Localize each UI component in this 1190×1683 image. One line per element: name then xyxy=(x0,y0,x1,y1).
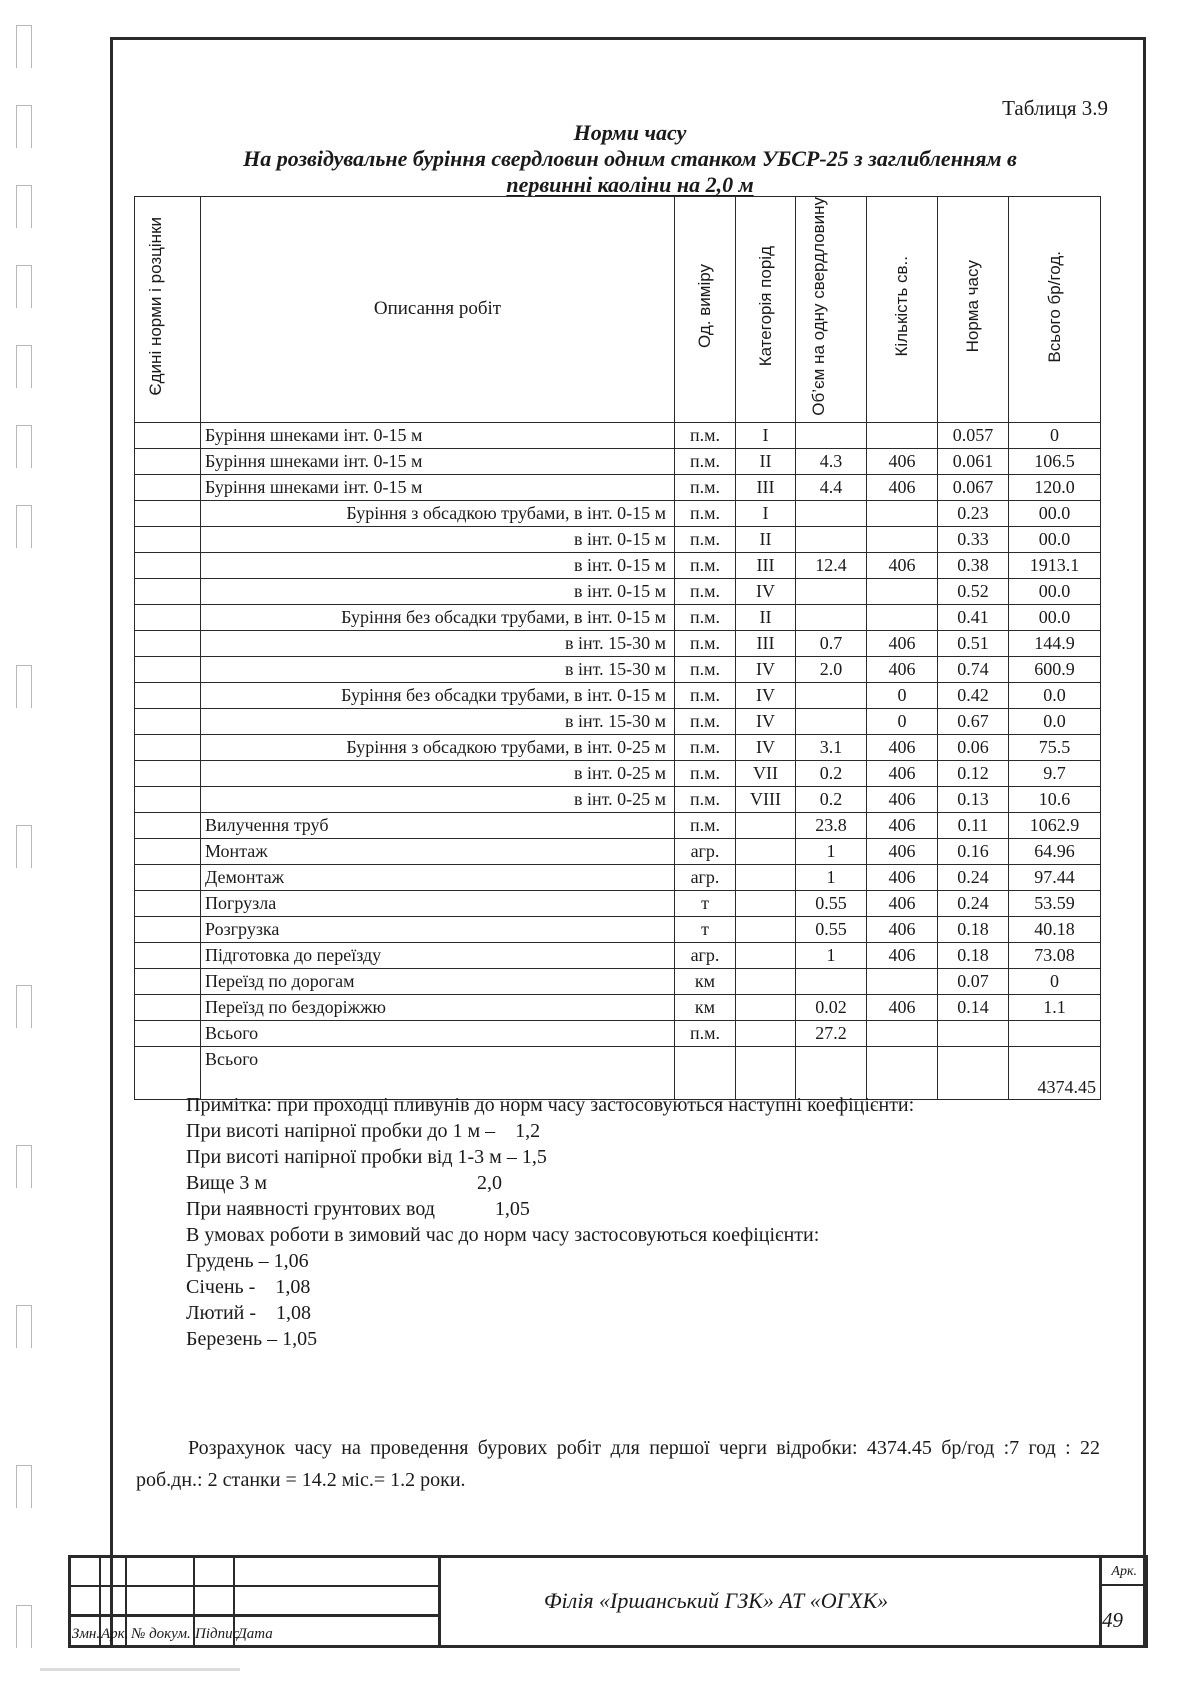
unit-norms-cell xyxy=(135,630,201,656)
description-cell: Підготовка до переїзду xyxy=(201,942,675,968)
binding-mark xyxy=(16,1605,32,1648)
binding-mark xyxy=(16,825,32,868)
category-cell: IV xyxy=(736,578,796,604)
total-hours-cell: 9.7 xyxy=(1009,760,1101,786)
volume-cell: 1 xyxy=(796,942,867,968)
binding-mark xyxy=(16,505,32,548)
category-cell xyxy=(736,838,796,864)
description-cell: Погрузла xyxy=(201,890,675,916)
wells-count-cell xyxy=(867,604,938,630)
total-hours-cell: 00.0 xyxy=(1009,604,1101,630)
binding-mark xyxy=(16,105,32,148)
header-rock-category: Категорія порід xyxy=(736,197,796,423)
unit-norms-cell xyxy=(135,552,201,578)
unit-norms-cell xyxy=(135,838,201,864)
unit-cell: п.м. xyxy=(675,500,736,526)
unit-norms-cell xyxy=(135,474,201,500)
volume-cell: 27.2 xyxy=(796,1020,867,1046)
table-row xyxy=(135,578,1101,604)
category-cell xyxy=(736,1020,796,1046)
volume-cell: 0.55 xyxy=(796,916,867,942)
time-norm-cell: 0.67 xyxy=(938,708,1009,734)
header-unit: Од. виміру xyxy=(675,197,736,423)
description-cell: в інт. 15-30 м xyxy=(201,656,675,682)
stamp-label-date: Дата xyxy=(237,1626,273,1642)
wells-count-cell: 0 xyxy=(867,708,938,734)
volume-cell: 0.2 xyxy=(796,786,867,812)
volume-cell: 4.3 xyxy=(796,448,867,474)
unit-norms-cell xyxy=(135,526,201,552)
total-hours-cell: 75.5 xyxy=(1009,734,1101,760)
category-cell xyxy=(736,864,796,890)
table-row xyxy=(135,526,1101,552)
total-hours-cell: 0.0 xyxy=(1009,682,1101,708)
total-hours-cell: 0 xyxy=(1009,968,1101,994)
total-hours-cell: 97.44 xyxy=(1009,864,1101,890)
unit-cell: п.м. xyxy=(675,734,736,760)
unit-norms-cell xyxy=(135,942,201,968)
table-number: Таблиця 3.9 xyxy=(1002,96,1108,120)
table-row xyxy=(135,786,1101,812)
table-row xyxy=(135,708,1101,734)
volume-cell xyxy=(796,968,867,994)
unit-norms-cell xyxy=(135,864,201,890)
table-row xyxy=(135,630,1101,656)
unit-cell: т xyxy=(675,916,736,942)
wells-count-cell: 406 xyxy=(867,734,938,760)
time-norm-cell: 0.061 xyxy=(938,448,1009,474)
total-hours-cell: 00.0 xyxy=(1009,578,1101,604)
time-norms-table xyxy=(134,196,1101,1100)
description-cell: Демонтаж xyxy=(201,864,675,890)
time-norm-cell xyxy=(938,1020,1009,1046)
category-cell: VIII xyxy=(736,786,796,812)
table-title: Норми часу xyxy=(573,120,687,145)
description-cell: в інт. 0-15 м xyxy=(201,578,675,604)
category-cell: III xyxy=(736,630,796,656)
unit-cell: п.м. xyxy=(675,526,736,552)
description-cell: в інт. 0-25 м xyxy=(201,786,675,812)
description-cell: Переїзд по дорогам xyxy=(201,968,675,994)
wells-count-cell xyxy=(867,578,938,604)
category-cell: IV xyxy=(736,682,796,708)
wells-count-cell: 406 xyxy=(867,760,938,786)
wells-count-cell: 406 xyxy=(867,864,938,890)
time-norm-cell: 0.51 xyxy=(938,630,1009,656)
calculation-paragraph: Розрахунок часу на проведення бурових робіт для першої черги відробки: 4374.45 бр/год :7 год : 22 роб.дн.: 2 станки = 14.2 міс.= 1.2 роки. xyxy=(136,1437,1100,1491)
time-norm-cell: 0.18 xyxy=(938,916,1009,942)
unit-norms-cell xyxy=(135,422,201,448)
table-row xyxy=(135,968,1101,994)
wells-count-cell xyxy=(867,422,938,448)
description-cell: Буріння з обсадкою трубами, в інт. 0-25 м xyxy=(201,734,675,760)
note-line: Примітка: при проходці пливунів до норм часу застосовуються наступні коефіцієнти: xyxy=(186,1094,915,1116)
unit-norms-cell xyxy=(135,890,201,916)
wells-count-cell: 406 xyxy=(867,916,938,942)
note-line: При наявності грунтових вод 1,05 xyxy=(186,1198,530,1220)
category-cell xyxy=(736,890,796,916)
unit-cell: п.м. xyxy=(675,656,736,682)
category-cell xyxy=(736,916,796,942)
category-cell xyxy=(736,994,796,1020)
table-row xyxy=(135,864,1101,890)
category-cell: IV xyxy=(736,708,796,734)
organization-name: Філія «Іршанський ГЗК» АТ «ОГХК» xyxy=(543,1588,889,1613)
total-hours-cell: 00.0 xyxy=(1009,526,1101,552)
category-cell: IV xyxy=(736,656,796,682)
time-norm-cell: 0.16 xyxy=(938,838,1009,864)
unit-cell: п.м. xyxy=(675,630,736,656)
note-line: При висоті напірної пробки до 1 м – 1,2 xyxy=(186,1120,541,1142)
sheet-label: Арк. xyxy=(1111,1564,1137,1579)
unit-norms-cell xyxy=(135,994,201,1020)
wells-count-cell: 406 xyxy=(867,812,938,838)
time-norm-cell: 0.14 xyxy=(938,994,1009,1020)
binding-marks xyxy=(8,10,38,1670)
category-cell: IV xyxy=(736,734,796,760)
unit-cell: п.м. xyxy=(675,786,736,812)
unit-norms-cell xyxy=(135,604,201,630)
unit-cell: агр. xyxy=(675,942,736,968)
table-header-row xyxy=(135,197,1101,423)
category-cell: II xyxy=(736,448,796,474)
table-row xyxy=(135,682,1101,708)
total-hours-cell: 0 xyxy=(1009,422,1101,448)
unit-cell: п.м. xyxy=(675,812,736,838)
description-cell: Буріння шнеками інт. 0-15 м xyxy=(201,448,675,474)
unit-cell: п.м. xyxy=(675,1020,736,1046)
header-volume-per-well: Об’єм на одну свердловину xyxy=(796,197,867,423)
unit-norms-cell xyxy=(135,1020,201,1046)
total-hours-cell: 00.0 xyxy=(1009,500,1101,526)
volume-cell xyxy=(796,500,867,526)
binding-mark xyxy=(16,185,32,228)
binding-mark xyxy=(16,345,32,388)
category-cell xyxy=(736,812,796,838)
volume-cell: 0.02 xyxy=(796,994,867,1020)
table-row xyxy=(135,448,1101,474)
binding-mark xyxy=(16,1305,32,1348)
wells-count-cell: 406 xyxy=(867,552,938,578)
description-cell: Всього xyxy=(201,1020,675,1046)
wells-count-cell: 0 xyxy=(867,682,938,708)
unit-norms-cell xyxy=(135,578,201,604)
unit-norms-cell xyxy=(135,916,201,942)
total-hours-cell: 64.96 xyxy=(1009,838,1101,864)
description-cell: Розгрузка xyxy=(201,916,675,942)
volume-cell: 23.8 xyxy=(796,812,867,838)
description-cell: в інт. 15-30 м xyxy=(201,630,675,656)
time-norm-cell: 0.24 xyxy=(938,890,1009,916)
table-row xyxy=(135,994,1101,1020)
category-cell xyxy=(736,968,796,994)
description-cell: Буріння без обсадки трубами, в інт. 0-15 м xyxy=(201,604,675,630)
description-cell: в інт. 0-25 м xyxy=(201,760,675,786)
table-row xyxy=(135,734,1101,760)
stamp-left-grid xyxy=(71,1558,441,1646)
unit-norms-cell xyxy=(135,682,201,708)
category-cell: II xyxy=(736,604,796,630)
time-norm-cell: 0.06 xyxy=(938,734,1009,760)
table-subtitle: На розвідувальне буріння свердловин одним станком УБСР-25 з заглибленням в xyxy=(243,146,1017,171)
time-norm-cell: 0.52 xyxy=(938,578,1009,604)
note-line: Вище 3 м 2,0 xyxy=(186,1172,502,1194)
wells-count-cell xyxy=(867,968,938,994)
stamp-label-change: Змн. xyxy=(71,1626,101,1642)
time-norm-cell: 0.38 xyxy=(938,552,1009,578)
total-hours-cell xyxy=(1009,1020,1101,1046)
wells-count-cell: 406 xyxy=(867,786,938,812)
volume-cell: 0.2 xyxy=(796,760,867,786)
time-norm-cell: 0.33 xyxy=(938,526,1009,552)
unit-cell: п.м. xyxy=(675,708,736,734)
volume-cell xyxy=(796,526,867,552)
volume-cell xyxy=(796,708,867,734)
unit-cell: п.м. xyxy=(675,422,736,448)
total-hours-cell: 120.0 xyxy=(1009,474,1101,500)
category-cell: II xyxy=(736,526,796,552)
total-hours-cell: 40.18 xyxy=(1009,916,1101,942)
time-norm-cell: 0.067 xyxy=(938,474,1009,500)
table-row xyxy=(135,474,1101,500)
wells-count-cell xyxy=(867,1020,938,1046)
note-line: Грудень – 1,06 xyxy=(186,1250,309,1272)
table-row xyxy=(135,890,1101,916)
volume-cell: 1 xyxy=(796,838,867,864)
category-cell: III xyxy=(736,552,796,578)
table-row xyxy=(135,552,1101,578)
volume-cell xyxy=(796,604,867,630)
stamp-label-signature: Підпис xyxy=(195,1626,240,1642)
description-cell: Буріння шнеками інт. 0-15 м xyxy=(201,474,675,500)
category-cell: I xyxy=(736,500,796,526)
total-hours-cell: 1062.9 xyxy=(1009,812,1101,838)
notes-block xyxy=(186,1092,914,1352)
note-line: Березень – 1,05 xyxy=(186,1328,318,1350)
total-hours-cell: 106.5 xyxy=(1009,448,1101,474)
category-cell xyxy=(736,942,796,968)
total-hours-cell: 600.9 xyxy=(1009,656,1101,682)
volume-cell: 3.1 xyxy=(796,734,867,760)
total-hours-cell: 1913.1 xyxy=(1009,552,1101,578)
unit-norms-cell xyxy=(135,812,201,838)
unit-cell: п.м. xyxy=(675,578,736,604)
binding-mark xyxy=(16,665,32,708)
volume-cell: 4.4 xyxy=(796,474,867,500)
unit-norms-cell xyxy=(135,500,201,526)
binding-mark xyxy=(16,985,32,1028)
volume-cell: 0.55 xyxy=(796,890,867,916)
header-wells-count: Кількість св.. xyxy=(867,197,938,423)
volume-cell: 2.0 xyxy=(796,656,867,682)
header-description: Описання робіт xyxy=(201,197,675,423)
time-norm-cell: 0.41 xyxy=(938,604,1009,630)
table-subtitle-cont: первинні каоліни на 2,0 м xyxy=(506,172,754,197)
binding-mark xyxy=(16,1465,32,1508)
time-norm-cell: 0.057 xyxy=(938,422,1009,448)
time-norm-cell: 0.11 xyxy=(938,812,1009,838)
header-total-hours: Всього бр/год. xyxy=(1009,197,1101,423)
total-hours-cell: 73.08 xyxy=(1009,942,1101,968)
wells-count-cell: 406 xyxy=(867,630,938,656)
stamp-label-doc-number: № докум. xyxy=(131,1626,191,1642)
table-row xyxy=(135,604,1101,630)
header-unit-norms: Єдині норми і розцінки xyxy=(135,197,201,423)
time-norm-cell: 0.18 xyxy=(938,942,1009,968)
note-line: При висоті напірної пробки від 1-3 м – 1,5 xyxy=(186,1146,547,1168)
total-hours-cell: 0.0 xyxy=(1009,708,1101,734)
unit-norms-cell xyxy=(135,448,201,474)
binding-mark xyxy=(16,1145,32,1188)
description-cell: в інт. 0-15 м xyxy=(201,552,675,578)
unit-norms-cell xyxy=(135,786,201,812)
time-norm-cell: 0.07 xyxy=(938,968,1009,994)
stamp-label-sheet: Арк. xyxy=(101,1626,129,1642)
unit-norms-cell xyxy=(135,656,201,682)
wells-count-cell: 406 xyxy=(867,890,938,916)
category-cell: III xyxy=(736,474,796,500)
unit-cell: км xyxy=(675,994,736,1020)
wells-count-cell: 406 xyxy=(867,994,938,1020)
total-hours-cell: 1.1 xyxy=(1009,994,1101,1020)
wells-count-cell xyxy=(867,526,938,552)
unit-cell: агр. xyxy=(675,838,736,864)
unit-norms-cell xyxy=(135,708,201,734)
volume-cell: 1 xyxy=(796,864,867,890)
volume-cell xyxy=(796,422,867,448)
total-hours-cell: 144.9 xyxy=(1009,630,1101,656)
note-line: В умовах роботи в зимовий час до норм часу застосовуються коефіцієнти: xyxy=(186,1224,820,1246)
scan-artifact xyxy=(40,1668,240,1671)
time-norm-cell: 0.42 xyxy=(938,682,1009,708)
unit-cell: п.м. xyxy=(675,604,736,630)
unit-cell: п.м. xyxy=(675,474,736,500)
description-cell: Монтаж xyxy=(201,838,675,864)
unit-cell: п.м. xyxy=(675,552,736,578)
unit-cell: км xyxy=(675,968,736,994)
description-cell: Вилучення труб xyxy=(201,812,675,838)
description-cell: Всього xyxy=(201,1046,675,1099)
unit-cell: п.м. xyxy=(675,682,736,708)
description-cell: Буріння шнеками інт. 0-15 м xyxy=(201,422,675,448)
wells-count-cell: 406 xyxy=(867,838,938,864)
table-row xyxy=(135,838,1101,864)
empty-cell xyxy=(938,1046,1009,1099)
note-line: Січень - 1,08 xyxy=(186,1276,311,1298)
description-cell: Переїзд по бездоріжжю xyxy=(201,994,675,1020)
unit-cell: агр. xyxy=(675,864,736,890)
description-cell: в інт. 0-15 м xyxy=(201,526,675,552)
unit-cell: п.м. xyxy=(675,448,736,474)
category-cell: VII xyxy=(736,760,796,786)
volume-cell xyxy=(796,682,867,708)
wells-count-cell xyxy=(867,500,938,526)
unit-norms-cell xyxy=(135,734,201,760)
total-hours-cell: 10.6 xyxy=(1009,786,1101,812)
wells-count-cell: 406 xyxy=(867,474,938,500)
time-norm-cell: 0.13 xyxy=(938,786,1009,812)
title-block-stamp xyxy=(68,1555,1148,1648)
unit-cell: т xyxy=(675,890,736,916)
unit-cell: п.м. xyxy=(675,760,736,786)
wells-count-cell: 406 xyxy=(867,656,938,682)
description-cell: Буріння без обсадки трубами, в інт. 0-15 м xyxy=(201,682,675,708)
header-time-norm: Норма часу xyxy=(938,197,1009,423)
binding-mark xyxy=(16,425,32,468)
total-hours-cell: 53.59 xyxy=(1009,890,1101,916)
time-norm-cell: 0.23 xyxy=(938,500,1009,526)
volume-cell xyxy=(796,578,867,604)
table-row xyxy=(135,422,1101,448)
sheet-box-divider xyxy=(1102,1584,1145,1586)
grand-total-value: 4374.45 xyxy=(1009,1046,1101,1099)
note-line: Лютий - 1,08 xyxy=(186,1302,312,1324)
table-row xyxy=(135,916,1101,942)
description-cell: Буріння з обсадкою трубами, в інт. 0-15 м xyxy=(201,500,675,526)
volume-cell: 0.7 xyxy=(796,630,867,656)
unit-norms-cell xyxy=(135,968,201,994)
unit-norms-cell xyxy=(135,760,201,786)
time-norm-cell: 0.12 xyxy=(938,760,1009,786)
table-row xyxy=(135,942,1101,968)
time-norm-cell: 0.74 xyxy=(938,656,1009,682)
table-row xyxy=(135,656,1101,682)
table-row xyxy=(135,812,1101,838)
sheet-number: 49 xyxy=(1102,1608,1123,1632)
time-norm-cell: 0.24 xyxy=(938,864,1009,890)
table-row xyxy=(135,1020,1101,1046)
volume-cell: 12.4 xyxy=(796,552,867,578)
binding-mark xyxy=(16,25,32,68)
wells-count-cell: 406 xyxy=(867,942,938,968)
table-row xyxy=(135,500,1101,526)
wells-count-cell: 406 xyxy=(867,448,938,474)
category-cell: I xyxy=(736,422,796,448)
binding-mark xyxy=(16,265,32,308)
description-cell: в інт. 15-30 м xyxy=(201,708,675,734)
table-row xyxy=(135,760,1101,786)
